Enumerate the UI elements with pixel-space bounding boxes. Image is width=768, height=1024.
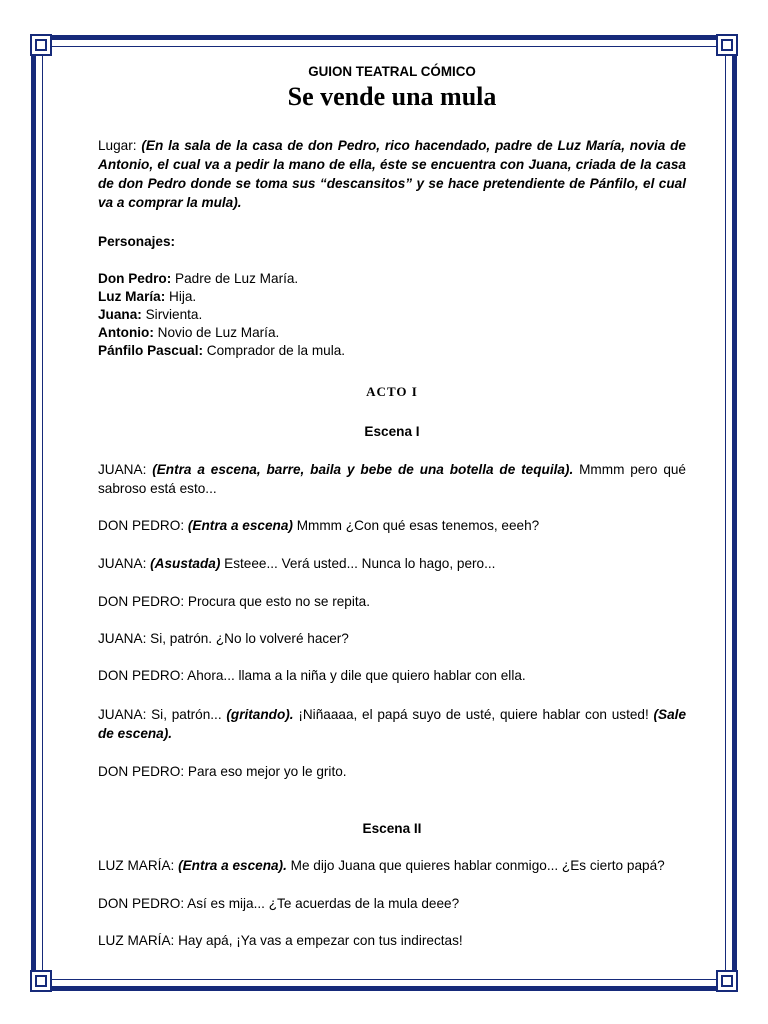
stage-direction: (Sale de escena).	[98, 707, 687, 741]
speaker: JUANA:	[98, 462, 153, 477]
cast-item	[98, 287, 686, 306]
document-title: Se vende una mula	[287, 82, 497, 111]
dialogue-line	[98, 516, 686, 535]
dialogue-text: Para eso mejor yo le grito.	[187, 764, 347, 779]
speaker: LUZ MARÍA:	[98, 933, 179, 948]
cast-item	[98, 323, 686, 342]
corner-ornament-icon	[30, 34, 52, 56]
dialogue-text: Ahora... llama a la niña y dile que quiero hablar con ella.	[187, 668, 526, 683]
corner-ornament-icon	[716, 34, 738, 56]
dialogue-text: Mmmm pero qué sabroso está esto...	[98, 462, 686, 496]
scene-heading: Escena I	[364, 424, 420, 439]
dialogue-text: Me dijo Juana que quieres hablar conmigo... ¿Es cierto papá?	[286, 858, 665, 873]
speaker: DON PEDRO:	[98, 594, 188, 609]
cast-heading: Personajes:	[98, 234, 176, 249]
cast-desc: Sirvienta.	[141, 307, 203, 322]
stage-direction: (Entra a escena).	[178, 858, 287, 873]
cast-desc: Padre de Luz María.	[171, 271, 299, 286]
dialogue-text: Hay apá, ¡Ya vas a empezar con tus indirectas!	[178, 933, 463, 948]
setting-paragraph	[98, 136, 686, 212]
act-heading: ACTO I	[366, 384, 418, 399]
speaker: JUANA:	[98, 707, 152, 722]
dialogue-line	[98, 629, 686, 648]
stage-direction: (gritando).	[226, 707, 294, 722]
cast-name: Juana:	[98, 307, 142, 322]
speaker: DON PEDRO:	[98, 668, 188, 683]
setting-text: (En la sala de la casa de don Pedro, rico hacendado, padre de Luz María, novia de Antonio, el cual va a pedir la mano de ella, éste se encuentra con Juana, criada de la casa de don Pedro donde se toma sus “descansitos” y se hace pretendiente de Pánfilo, el cual va a comprar la mula).	[98, 138, 686, 210]
speaker: LUZ MARÍA:	[98, 858, 179, 873]
dialogue-text: Si, patrón...	[151, 707, 227, 722]
corner-ornament-icon	[716, 970, 738, 992]
cast-desc: Comprador de la mula.	[203, 343, 346, 358]
dialogue-text: Así es mija... ¿Te acuerdas de la mula deee?	[187, 896, 460, 911]
stage-direction: (Entra a escena, barre, baila y bebe de una botella de tequila).	[152, 462, 574, 477]
cast-name: Antonio:	[98, 325, 154, 340]
dialogue-line	[98, 666, 686, 685]
cast-name: Luz María:	[98, 289, 166, 304]
cast-item	[98, 305, 686, 324]
cast-desc: Novio de Luz María.	[153, 325, 280, 340]
dialogue-line	[98, 460, 686, 498]
cast-item	[98, 341, 686, 360]
speaker: DON PEDRO:	[98, 764, 188, 779]
speaker: JUANA:	[98, 556, 151, 571]
scene-heading: Escena II	[362, 821, 422, 836]
setting-label: Lugar:	[98, 138, 142, 153]
dialogue-text: ¡Niñaaaa, el papá suyo de usté, quiere hablar con usted!	[293, 707, 654, 722]
cast-item	[98, 269, 686, 288]
speaker: JUANA:	[98, 631, 151, 646]
dialogue-text: Procura que esto no se repita.	[187, 594, 371, 609]
dialogue-text: Mmmm ¿Con qué esas tenemos, eeeh?	[292, 518, 540, 533]
cast-list	[98, 269, 686, 360]
dialogue-line	[98, 762, 686, 781]
dialogue-line	[98, 554, 686, 573]
dialogue-line	[98, 705, 686, 743]
document-kicker: GUION TEATRAL CÓMICO	[308, 64, 476, 79]
cast-desc: Hija.	[165, 289, 197, 304]
dialogue-text: Esteee... Verá usted... Nunca lo hago, pero...	[220, 556, 496, 571]
cast-name: Pánfilo Pascual:	[98, 343, 204, 358]
dialogue-line	[98, 894, 686, 913]
stage-direction: (Asustada)	[150, 556, 221, 571]
dialogue-text: Si, patrón. ¿No lo volveré hacer?	[150, 631, 349, 646]
stage-direction: (Entra a escena)	[187, 518, 293, 533]
dialogue-line	[98, 856, 686, 875]
dialogue-line	[98, 592, 686, 611]
cast-name: Don Pedro:	[98, 271, 172, 286]
speaker: DON PEDRO:	[98, 896, 188, 911]
speaker: DON PEDRO:	[98, 518, 188, 533]
dialogue-line	[98, 931, 686, 950]
corner-ornament-icon	[30, 970, 52, 992]
